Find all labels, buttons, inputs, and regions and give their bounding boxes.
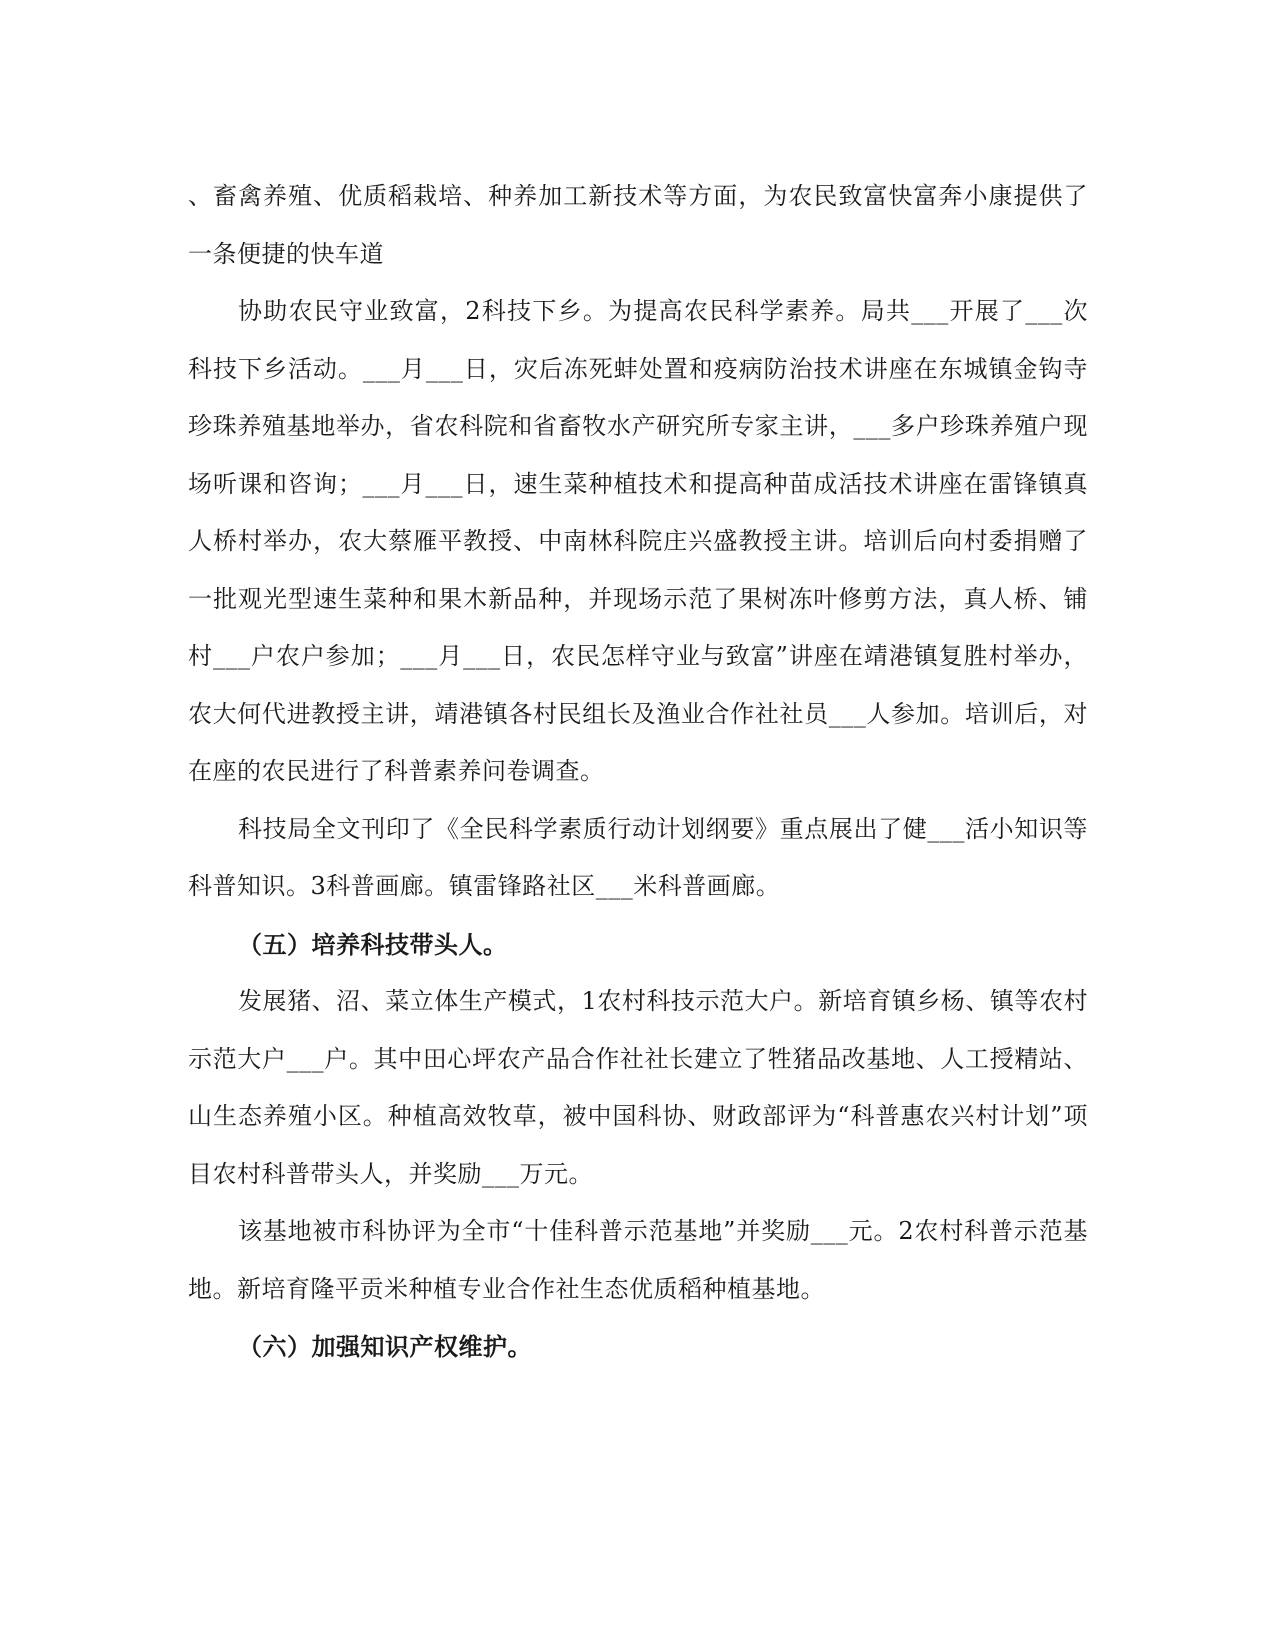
paragraph-science-gallery: 科技局全文刊印了《全民科学素质行动计划纲要》重点展出了健___活小知识等科普知识。3科普画廊。镇雷锋路社区___米科普画廊。	[188, 814, 1088, 900]
paragraph-tech-to-countryside: 协助农民守业致富，2科技下乡。为提高农民科学素养。局共___开展了___次科技下乡活动。___月___日，灾后冻死蚌处置和疫病防治技术讲座在东城镇金钩寺珍珠养殖基地举办，省农科院和省畜牧水产研究所专家主讲，___多户珍珠养殖户现场听课和咨询；___月___日，速生菜种植技术和提高种苗成活技术讲座在雷锋镇真人桥村举办，农大蔡雁平教授、中南林科院庄兴盛教授主讲。培训后向村委捐赠了一批观光型速生菜种和果木新品种，并现场示范了果树冻叶修剪方法，真人桥、铺村___户农户参加；___月___日，农民怎样守业与致富”讲座在靖港镇复胜村举办，农大何代进教授主讲，靖港镇各村民组长及渔业合作社社员___人参加。培训后，对在座的农民进行了科普素养问卷调查。	[188, 297, 1088, 785]
paragraph-demonstration-households: 发展猪、沼、菜立体生产模式，1农村科技示范大户。新培育镇乡杨、镇等农村示范大户___户。其中田心坪农产品合作社社长建立了牲猪品改基地、人工授精站、山生态养殖小区。种植高效牧草，被中国科协、财政部评为“科普惠农兴村计划”项目农村科普带头人，并奖励___万元。	[188, 987, 1088, 1188]
paragraph-continuation: 、畜禽养殖、优质稻栽培、种养加工新技术等方面，为农民致富快富奔小康提供了一条便捷的快车道	[188, 182, 1088, 268]
paragraph-demonstration-base: 该基地被市科协评为全市“十佳科普示范基地”并奖励___元。2农村科普示范基地。新培育隆平贡米种植专业合作社生态优质稻种植基地。	[188, 1217, 1088, 1303]
document-body	[188, 168, 1088, 1376]
section-heading-six: （六）加强知识产权维护。	[238, 1332, 532, 1361]
section-heading-five: （五）培养科技带头人。	[238, 929, 508, 959]
